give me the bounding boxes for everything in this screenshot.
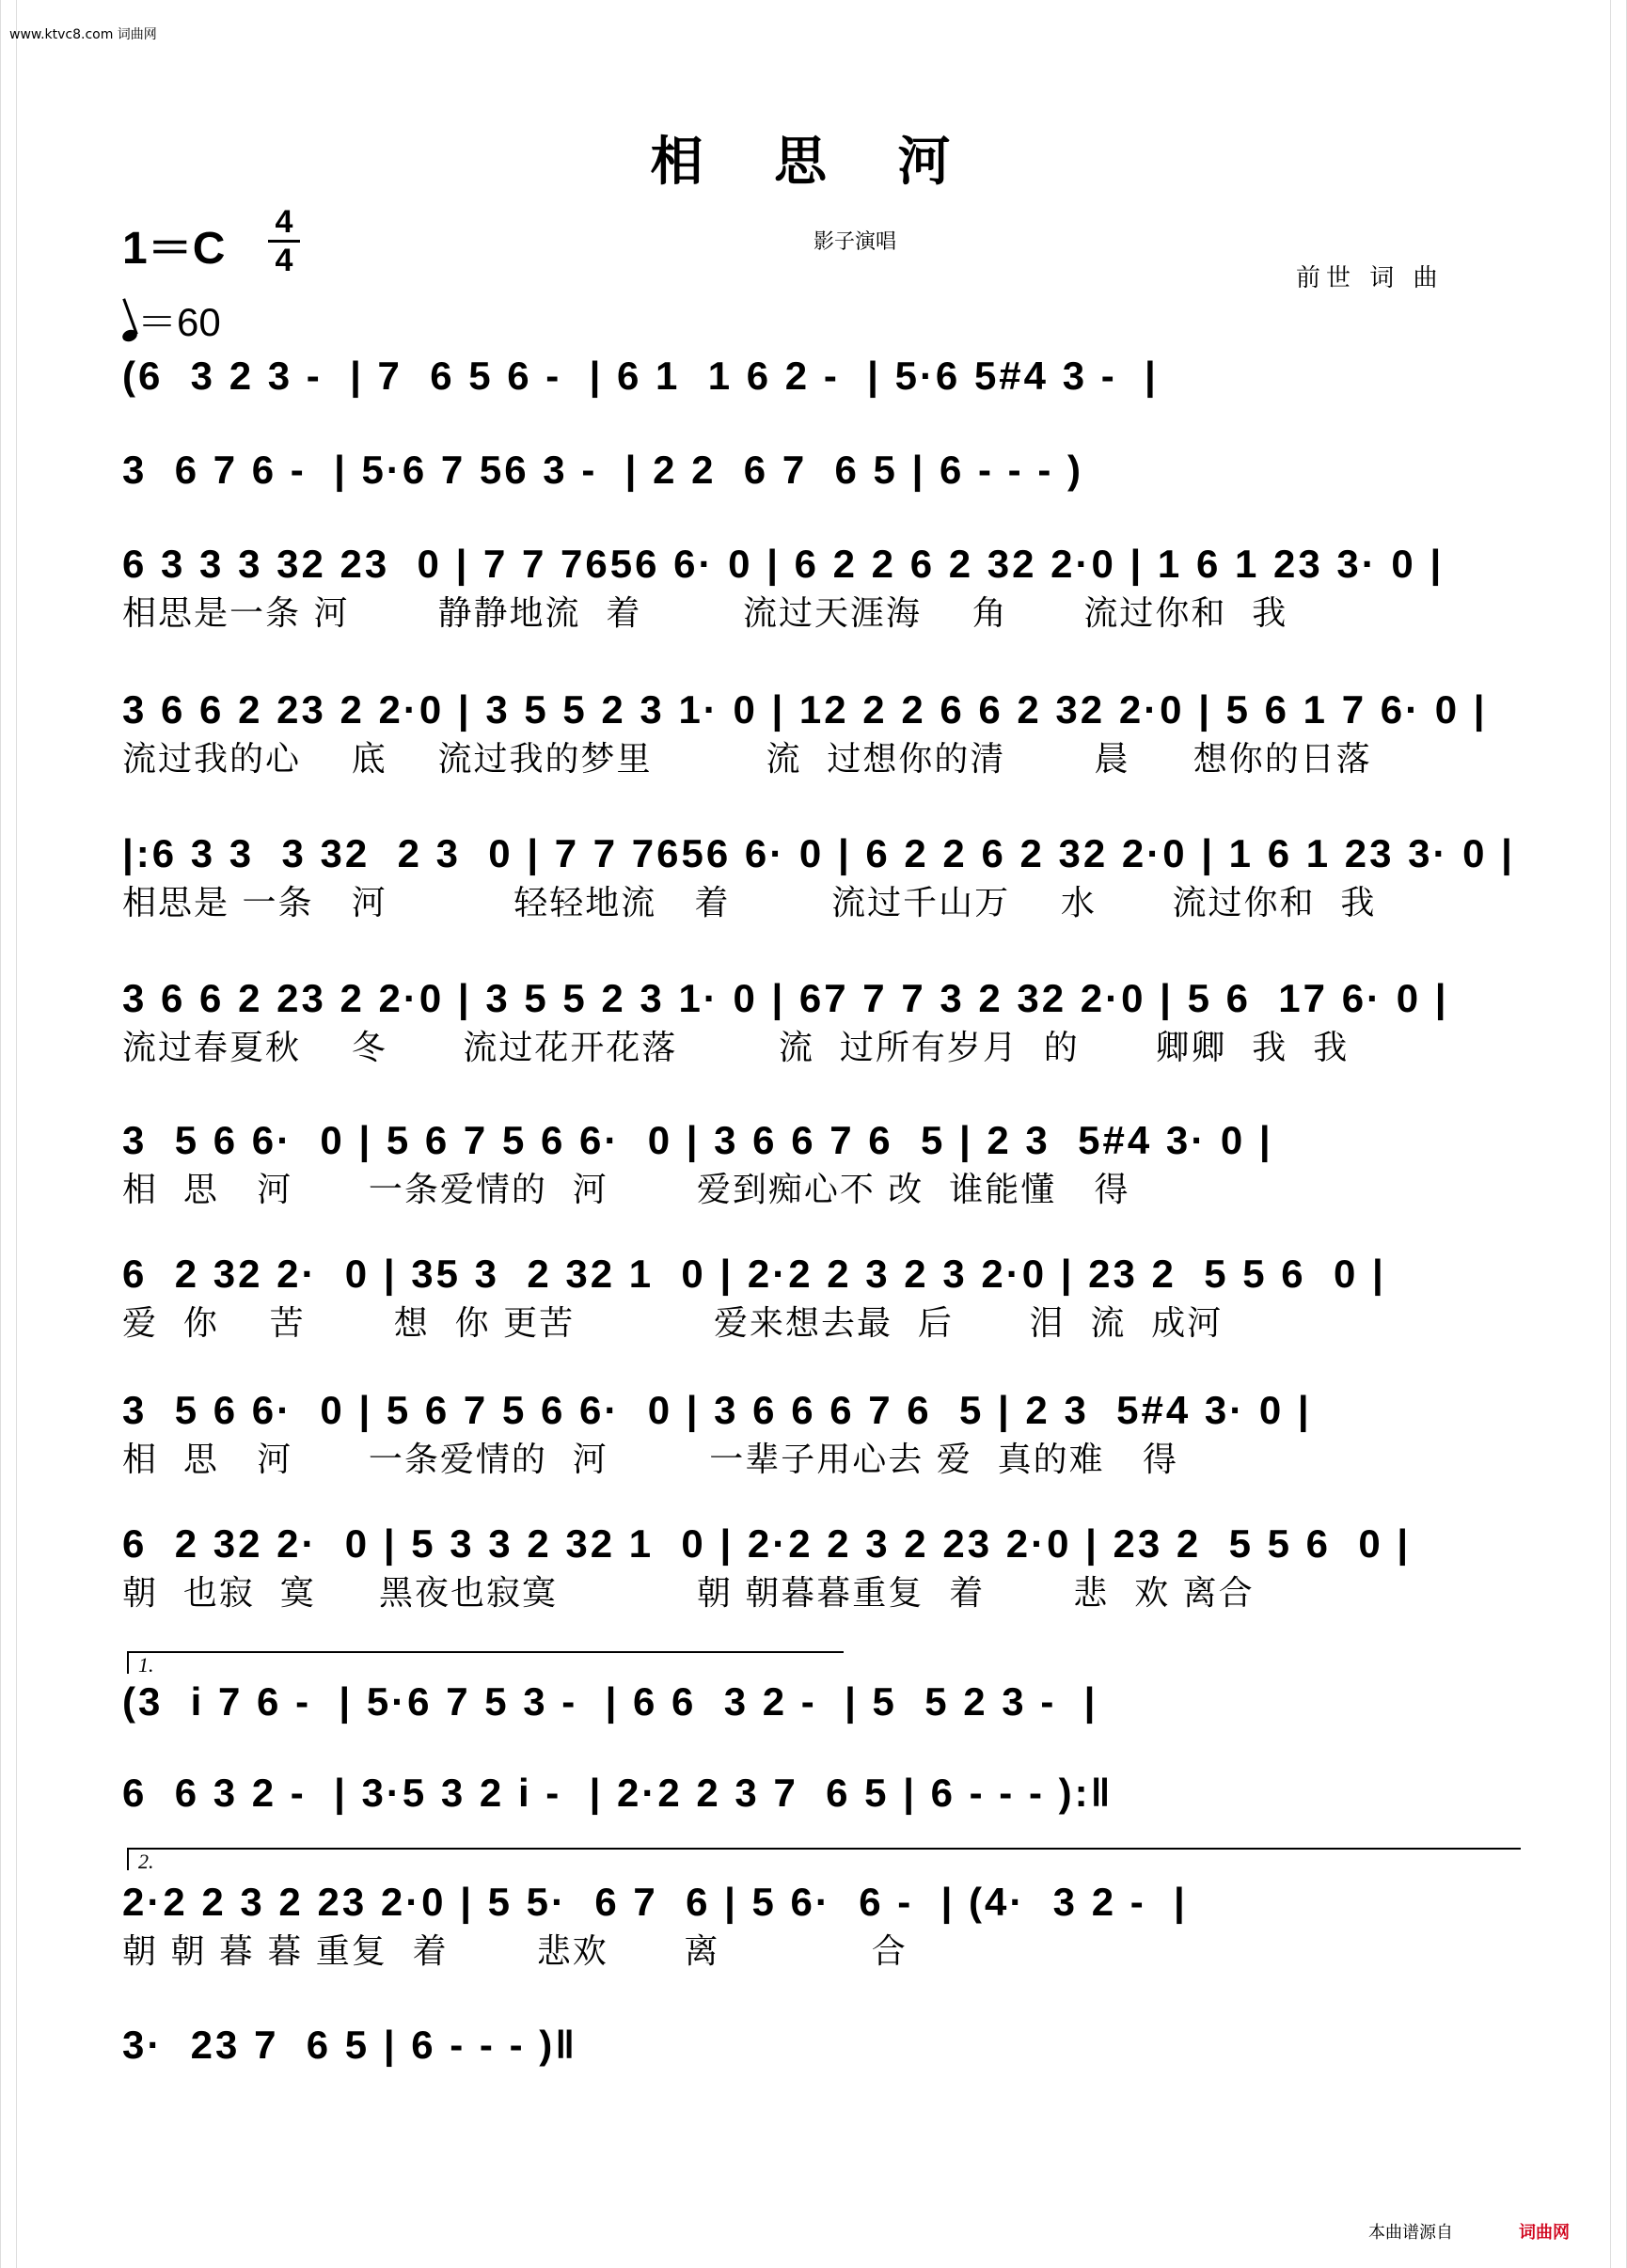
singer-credit: 影子演唱 xyxy=(814,230,897,254)
score-row xyxy=(122,1516,1514,1615)
lyrics-line: 相思是一条 河 静静地流 着 流过天涯海 角 流过你和 我 xyxy=(122,594,1288,633)
notation-line: 6 6 3 2 - | 3·5 3 2 i - | 2·2 2 3 7 6 5 | 6 - - - ):‖ xyxy=(122,1771,1114,1815)
lyrics-line: 朝 也寂 寞 黑夜也寂寞 朝 朝暮暮重复 着 悲 欢 离合 xyxy=(122,1574,1255,1613)
notation-line: (6 3 2 3 - | 7 6 5 6 - | 6 1 1 6 2 - | 5·6 5#4 3 - | xyxy=(122,354,1159,398)
footer-site-link[interactable]: 词曲网 xyxy=(1519,2223,1570,2243)
notation-line: 3· 23 7 6 5 | 6 - - - )‖ xyxy=(122,2023,578,2067)
lyrics-line: 流过春夏秋 冬 流过花开花落 流 过所有岁月 的 卿卿 我 我 xyxy=(122,1029,1350,1067)
score-row xyxy=(122,536,1514,636)
lyricist-composer-credit: 前世 词 曲 xyxy=(1296,264,1444,292)
lyrics-line: 爱 你 苦 想 你 更苦 爱来想去最 后 泪 流 成河 xyxy=(122,1304,1224,1343)
lyrics-line: 朝 朝 暮 暮 重复 着 悲欢 离 合 xyxy=(122,1932,908,1971)
notation-line: 3 6 6 2 23 2 2·0 | 3 5 5 2 3 1· 0 | 67 7 7 3 2 32 2·0 | 5 6 17 6· 0 | xyxy=(122,976,1449,1020)
score-row xyxy=(122,1246,1514,1346)
score-row xyxy=(122,1112,1514,1212)
right-watermark-strip xyxy=(1610,0,1627,2268)
lyrics-line: 相思是 一条 河 轻轻地流 着 流过千山万 水 流过你和 我 xyxy=(122,884,1377,922)
notation-line: 3 5 6 6· 0 | 5 6 7 5 6 6· 0 | 3 6 6 6 7 6 5 | 2 3 5#4 3· 0 | xyxy=(122,1388,1312,1432)
lyrics-line: 相 思 河 一条爱情的 河 一辈子用心去 爱 真的难 得 xyxy=(122,1441,1178,1479)
score-row xyxy=(122,1874,1514,1974)
score-row xyxy=(122,348,1514,404)
lyrics-line: 相 思 河 一条爱情的 河 爱到痴心不 改 谁能懂 得 xyxy=(122,1171,1130,1209)
quarter-note-icon xyxy=(120,328,138,344)
notation-line: |:6 3 3 3 32 2 3 0 | 7 7 7656 6· 0 | 6 2 2 6 2 32 2·0 | 1 6 1 23 3· 0 | xyxy=(122,831,1515,875)
score-row xyxy=(122,1382,1514,1482)
score-row xyxy=(122,2017,1514,2073)
time-sig-bottom: 4 xyxy=(275,243,293,278)
first-ending-bracket: 1. xyxy=(127,1651,844,1674)
notation-line: 6 2 32 2· 0 | 35 3 2 32 1 0 | 2·2 2 3 2 3 2·0 | 23 2 5 5 6 0 | xyxy=(122,1252,1386,1296)
tempo-value: ＝60 xyxy=(137,300,221,344)
second-ending-bracket: 2. xyxy=(127,1848,1521,1870)
notation-line: 6 3 3 3 32 23 0 | 7 7 7656 6· 0 | 6 2 2 6 2 32 2·0 | 1 6 1 23 3· 0 | xyxy=(122,542,1445,586)
site-url[interactable]: www.ktvc8.com 词曲网 xyxy=(9,27,157,42)
score-row xyxy=(122,1674,1514,1730)
score-row xyxy=(122,442,1514,498)
song-title: 相 思 河 xyxy=(650,131,977,193)
lyrics-line: 流过我的心 底 流过我的梦里 流 过想你的清 晨 想你的日落 xyxy=(122,740,1372,779)
score-row xyxy=(122,682,1514,781)
time-signature xyxy=(268,205,300,277)
notation-line: 2·2 2 3 2 23 2·0 | 5 5· 6 7 6 | 5 6· 6 - | (4· 3 2 - | xyxy=(122,1880,1188,1924)
notation-line: 3 6 7 6 - | 5·6 7 56 3 - | 2 2 6 7 6 5 | 6 - - - ) xyxy=(122,448,1083,492)
left-watermark-strip xyxy=(0,0,17,2268)
score-row xyxy=(122,826,1514,925)
score-row xyxy=(122,1765,1514,1821)
score-row xyxy=(122,970,1514,1070)
notation-line: 3 5 6 6· 0 | 5 6 7 5 6 6· 0 | 3 6 6 7 6 5 | 2 3 5#4 3· 0 | xyxy=(122,1118,1273,1162)
footer-source-label: 本曲谱源自 xyxy=(1368,2223,1453,2243)
notation-line: (3 i 7 6 - | 5·6 7 5 3 - | 6 6 3 2 - | 5 5 2 3 - | xyxy=(122,1679,1098,1724)
notation-line: 3 6 6 2 23 2 2·0 | 3 5 5 2 3 1· 0 | 12 2 2 6 6 2 32 2·0 | 5 6 1 7 6· 0 | xyxy=(122,687,1488,732)
notation-line: 6 2 32 2· 0 | 5 3 3 2 32 1 0 | 2·2 2 3 2 23 2·0 | 23 2 5 5 6 0 | xyxy=(122,1521,1412,1566)
time-sig-top: 4 xyxy=(275,204,293,240)
tempo-mark xyxy=(122,291,221,348)
key-signature: 1＝C xyxy=(122,224,226,274)
